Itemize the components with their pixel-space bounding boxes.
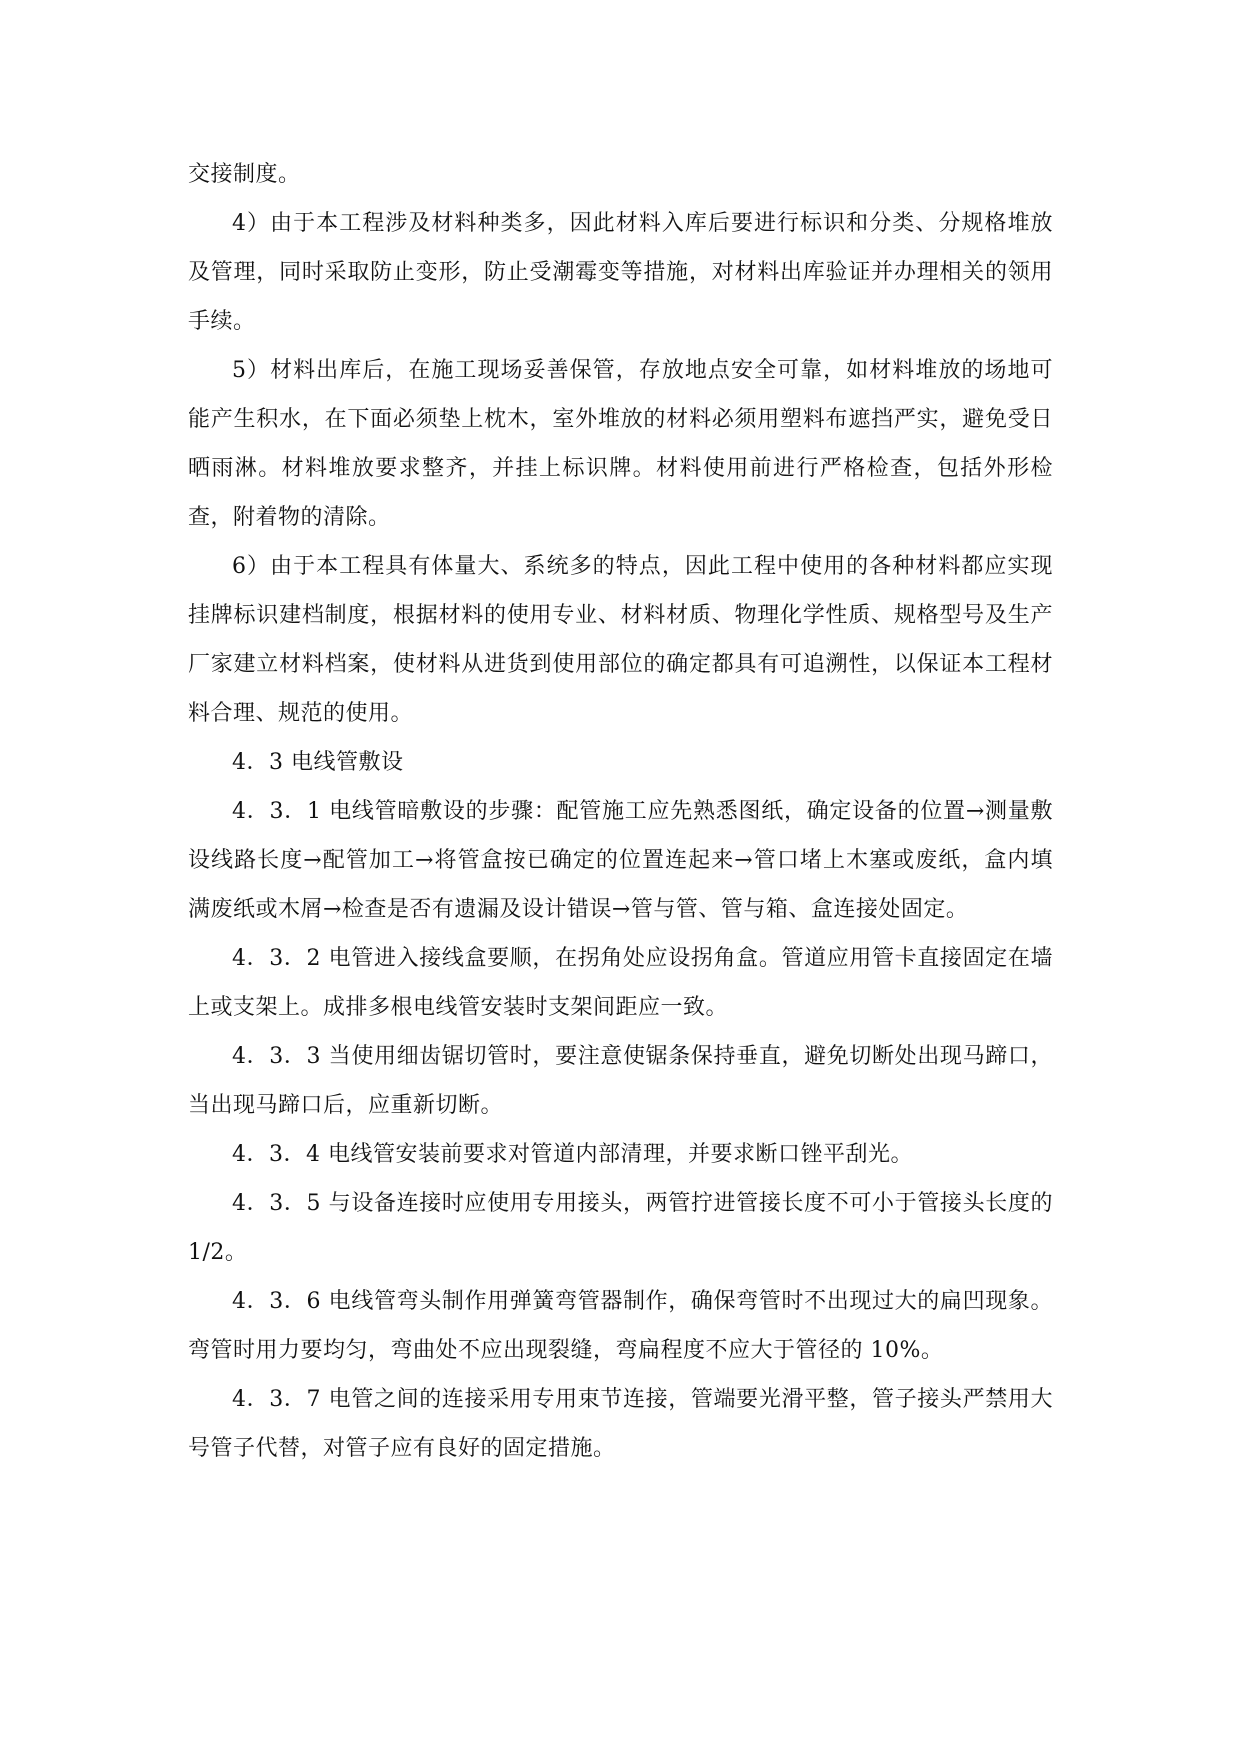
paragraph-4-3-1: 4．3．1 电线管暗敷设的步骤：配管施工应先熟悉图纸，确定设备的位置→测量敷设线路长度→配管加工→将管盒按已确定的位置连起来→管口堵上木塞或废纸，盒内填满废纸或木屑→检查是否有遗漏及设计错误→管与管、管与箱、盒连接处固定。 xyxy=(188,799,1053,922)
paragraph-4-3-2: 4．3．2 电管进入接线盒要顺，在拐角处应设拐角盒。管道应用管卡直接固定在墙上或支架上。成排多根电线管安装时支架间距应一致。 xyxy=(188,946,1053,1020)
paragraph-item-6: 6）由于本工程具有体量大、系统多的特点，因此工程中使用的各种材料都应实现挂牌标识建档制度，根据材料的使用专业、材料材质、物理化学性质、规格型号及生产厂家建立材料档案，使材料从进货到使用部位的确定都具有可追溯性，以保证本工程材料合理、规范的使用。 xyxy=(188,554,1053,726)
document-body xyxy=(188,150,1053,1473)
paragraph-4-3-6: 4．3．6 电线管弯头制作用弹簧弯管器制作，确保弯管时不出现过大的扁凹现象。弯管时用力要均匀，弯曲处不应出现裂缝，弯扁程度不应大于管径的 10%。 xyxy=(188,1289,1053,1363)
paragraph-continuation: 交接制度。 xyxy=(188,162,301,187)
section-heading-4-3: 4．3 电线管敷设 xyxy=(232,750,404,775)
paragraph-4-3-7: 4．3．7 电管之间的连接采用专用束节连接，管端要光滑平整，管子接头严禁用大号管子代替，对管子应有良好的固定措施。 xyxy=(188,1387,1053,1461)
paragraph-4-3-3: 4．3．3 当使用细齿锯切管时，要注意使锯条保持垂直，避免切断处出现马蹄口，当出现马蹄口后，应重新切断。 xyxy=(188,1044,1053,1118)
paragraph-4-3-5: 4．3．5 与设备连接时应使用专用接头，两管拧进管接长度不可小于管接头长度的 1/2。 xyxy=(188,1191,1053,1265)
paragraph-4-3-4: 4．3．4 电线管安装前要求对管道内部清理，并要求断口锉平刮光。 xyxy=(232,1142,913,1167)
paragraph-item-4: 4）由于本工程涉及材料种类多，因此材料入库后要进行标识和分类、分规格堆放及管理，同时采取防止变形，防止受潮霉变等措施，对材料出库验证并办理相关的领用手续。 xyxy=(188,211,1053,334)
paragraph-item-5: 5）材料出库后，在施工现场妥善保管，存放地点安全可靠，如材料堆放的场地可能产生积水，在下面必须垫上枕木，室外堆放的材料必须用塑料布遮挡严实，避免受日晒雨淋。材料堆放要求整齐，并挂上标识牌。材料使用前进行严格检查，包括外形检查，附着物的清除。 xyxy=(188,358,1053,530)
